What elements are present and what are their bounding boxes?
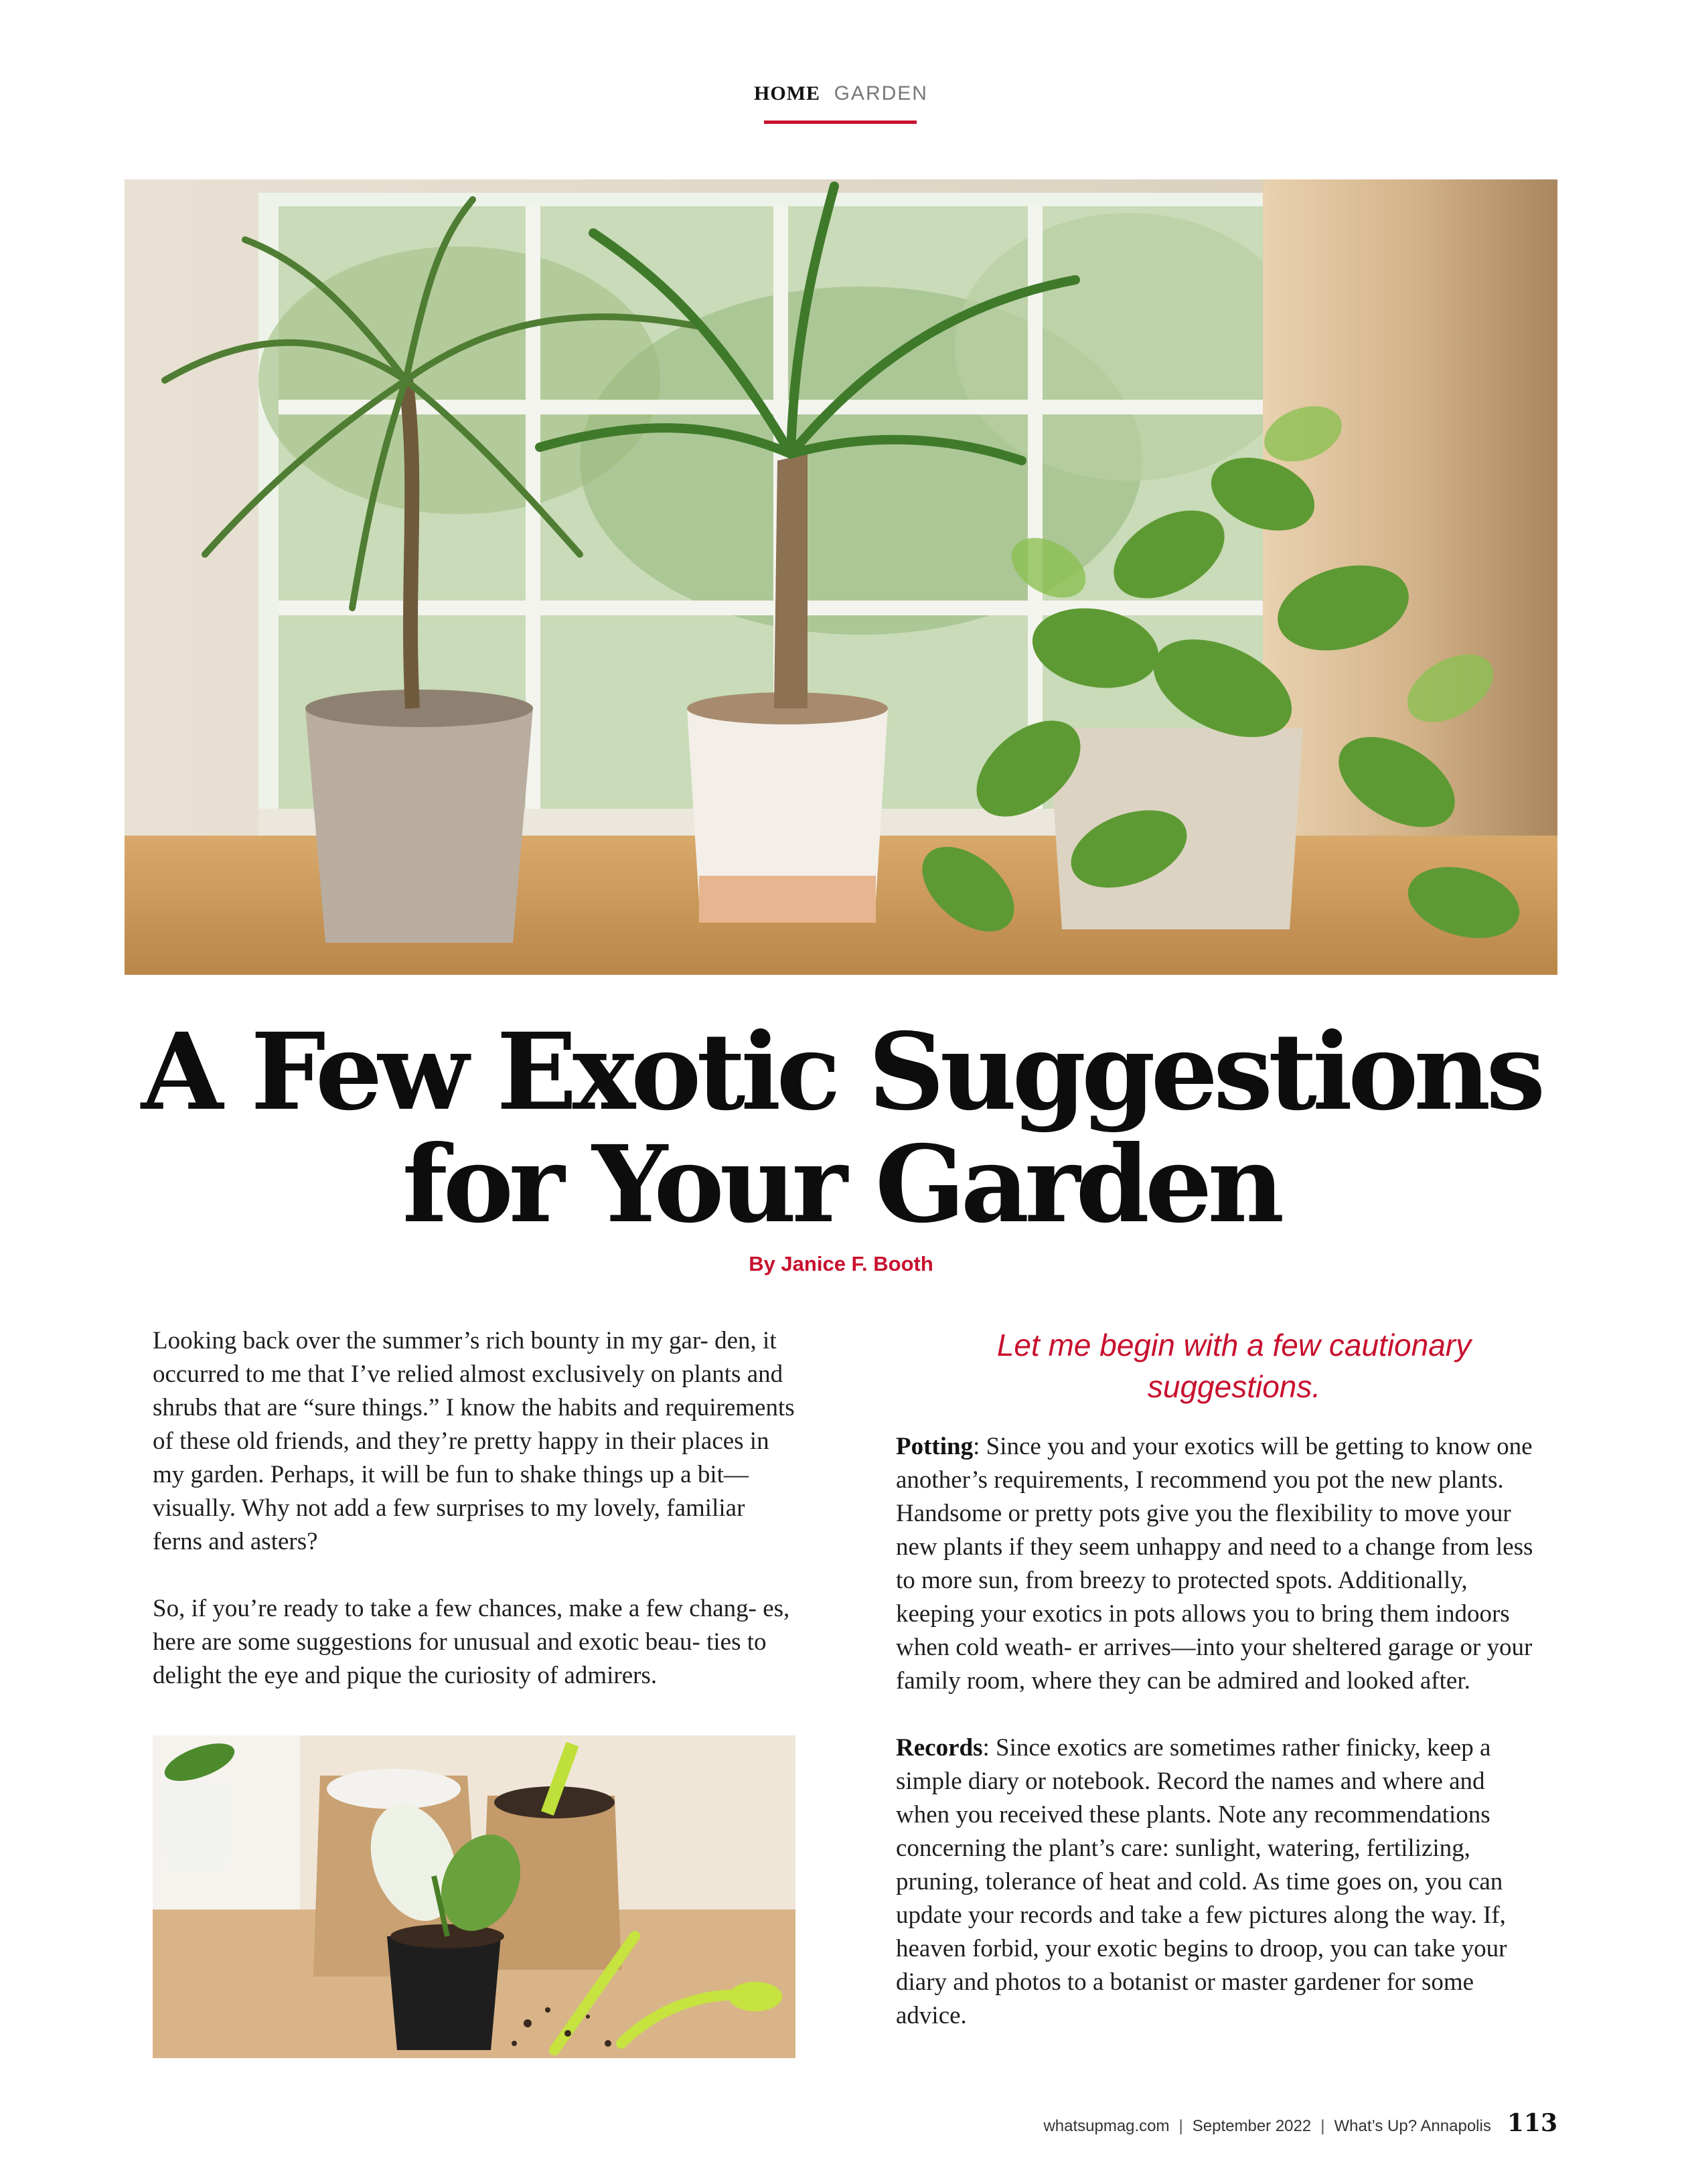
footer-publication: What’s Up? Annapolis — [1334, 2117, 1491, 2135]
title-line-2: for Your Garden — [402, 1123, 1280, 1247]
section-tag — [0, 82, 1682, 105]
pull-quote: Let me begin with a few cautionary suggestions. — [996, 1328, 1472, 1404]
section-garden: GARDEN — [834, 82, 928, 104]
records-text: : Since exotics are sometimes rather finicky, keep a simple diary or notebook. Record the names and where and when you received these plants. Note any recommendations concerning the plant’s care: sunlight, watering, fertilizing, pruning, tolerance of heat and cold. As time goes on, you can update your records and take a few pictures along the way. If, heaven forbid, your exotic begins to droop, you can take your diary and photos to a botanist or master gardener for some advice. — [896, 1734, 1507, 2029]
byline: By Janice F. Booth — [749, 1252, 933, 1275]
potting-label: Potting — [896, 1433, 974, 1460]
footer-site: whatsupmag.com — [1043, 2117, 1170, 2135]
section-underline — [764, 121, 917, 124]
footer-date: September 2022 — [1192, 2117, 1312, 2135]
left-column — [153, 1324, 795, 1726]
right-column — [896, 1324, 1539, 2066]
page-number: 113 — [1507, 2109, 1557, 2137]
page-footer — [1043, 2109, 1557, 2137]
potting-photo — [153, 1735, 795, 2058]
title-line-1: A Few Exotic Suggestions — [141, 1010, 1541, 1134]
hero-photo-houseplants — [125, 179, 1557, 975]
records-paragraph — [896, 1731, 1539, 2033]
potting-paragraph — [896, 1430, 1539, 1698]
intro-paragraph: Looking back over the summer’s rich bounty in my gar- den, it occurred to me that I’ve relied almost exclusively on plants and shrubs that are “sure things.” I know the habits and requirements of these old friends, and they’re pretty happy in their places in my garden. Perhaps, it will be fun to shake things up a bit—visually. Why not add a few surprises to my lovely, familiar ferns and asters? — [153, 1327, 795, 1555]
footer-separator-1: | — [1178, 2117, 1183, 2135]
footer-separator-2: | — [1320, 2117, 1325, 2135]
article-title — [0, 1010, 1682, 1247]
second-paragraph: So, if you’re ready to take a few chances, make a few chang- es, here are some suggestions for unusual and exotic beau- ties to delight the eye and pique the curiosity of admirers. — [153, 1595, 790, 1689]
potting-text: : Since you and your exotics will be getting to know one another’s requirements, I recommend you pot the new plants. Handsome or pretty pots give you the flexibility to move your new plants if they seem unhappy and need to a change from less to more sun, from breezy to protected spots. Additionally, keeping your exotics in pots allows you to bring them indoors when cold weath- er arrives—into your sheltered garage or your family room, where they can be admired and looked after. — [896, 1433, 1533, 1695]
records-label: Records — [896, 1734, 983, 1762]
section-home: HOME — [754, 82, 821, 104]
